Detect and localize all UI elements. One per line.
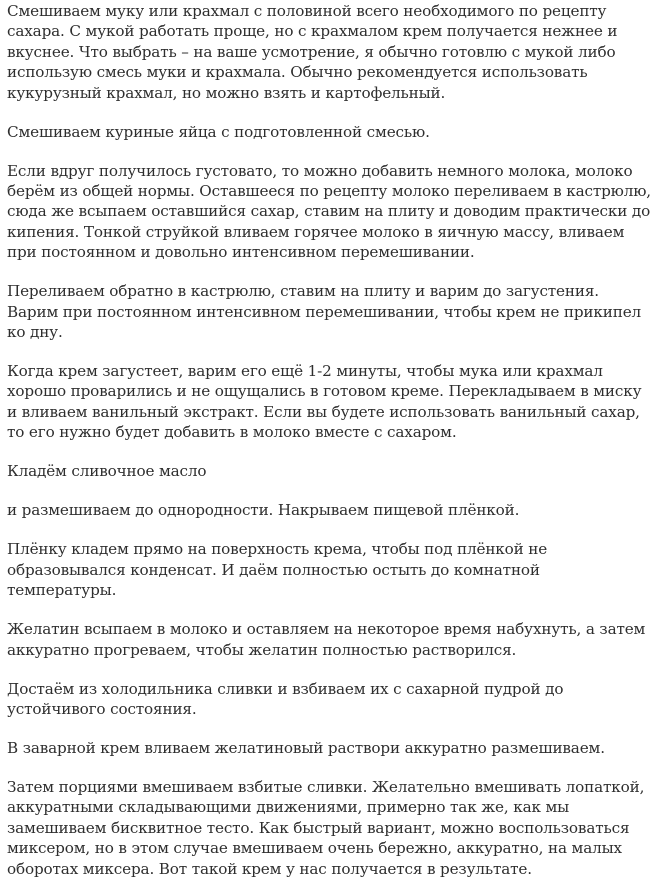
recipe-step-paragraph: Смешиваем куриные яйца с подготовленной смесью. <box>7 122 430 141</box>
recipe-step-paragraph: Если вдруг получилось густовато, то можно добавить немного молока, молоко берём из общей нормы. Оставшееся по рецепту молоко переливаем в кастрюлю, сюда же всыпаем оставшийся сахар, ставим на плиту и доводим практически до кипения. Тонкой струйкой вливаем горячее молоко в яичную массу, вливаем при постоянном и довольно интенсивном перемешивании. <box>7 161 651 262</box>
recipe-step-paragraph: Желатин всыпаем в молоко и оставляем на некоторое время набухнуть, а затем аккуратно прогреваем, чтобы желатин полностью растворился. <box>7 620 646 659</box>
recipe-step-paragraph: Затем порциями вмешиваем взбитые сливки. Желательно вмешивать лопаткой, аккуратными складывающими движениями, примерно так же, как мы замешиваем бисквитное тесто. Как быстрый вариант, можно воспользоваться миксером, но в этом случае вмешиваем очень бережно, аккуратно, на малых оборотах миксера. Вот такой крем у нас получается в результате. <box>7 777 645 878</box>
recipe-step-paragraph: Смешиваем муку или крахмал с половиной всего необходимого по рецепту сахара. С мукой работать проще, но с крахмалом крем получается нежнее и вкуснее. Что выбрать – на ваше усмотрение, я обычно готовлю с мукой либо использую смесь муки и крахмала. Обычно рекомендуется использовать кукурузный крахмал, но можно взять и картофельный. <box>7 2 618 102</box>
recipe-step-paragraph: Кладём сливочное масло <box>7 462 207 481</box>
recipe-step-paragraph: В заварной крем вливаем желатиновый раствори аккуратно размешиваем. <box>7 738 605 757</box>
recipe-step-paragraph: Плёнку кладем прямо на поверхность крема, чтобы под плёнкой не образовывался конденсат. И даём полностью остыть до комнатной температуры. <box>7 540 548 600</box>
recipe-step-paragraph: и размешиваем до однородности. Накрываем пищевой плёнкой. <box>7 501 520 520</box>
recipe-step-paragraph: Достаём из холодильника сливки и взбиваем их с сахарной пудрой до устойчивого состояния. <box>7 679 564 718</box>
recipe-step-paragraph: Когда крем загустеет, варим его ещё 1-2 минуты, чтобы мука или крахмал хорошо проварились и не ощущались в готовом креме. Перекладываем в миску и вливаем ванильный экстракт. Если вы будете использовать ванильный сахар, то его нужно будет добавить в молоко вместе с сахаром. <box>7 362 642 442</box>
recipe-step-paragraph: Переливаем обратно в кастрюлю, ставим на плиту и варим до загустения. Варим при постоянном интенсивном перемешивании, чтобы крем не прикипел ко дну. <box>7 282 642 342</box>
recipe-article <box>0 1 659 879</box>
